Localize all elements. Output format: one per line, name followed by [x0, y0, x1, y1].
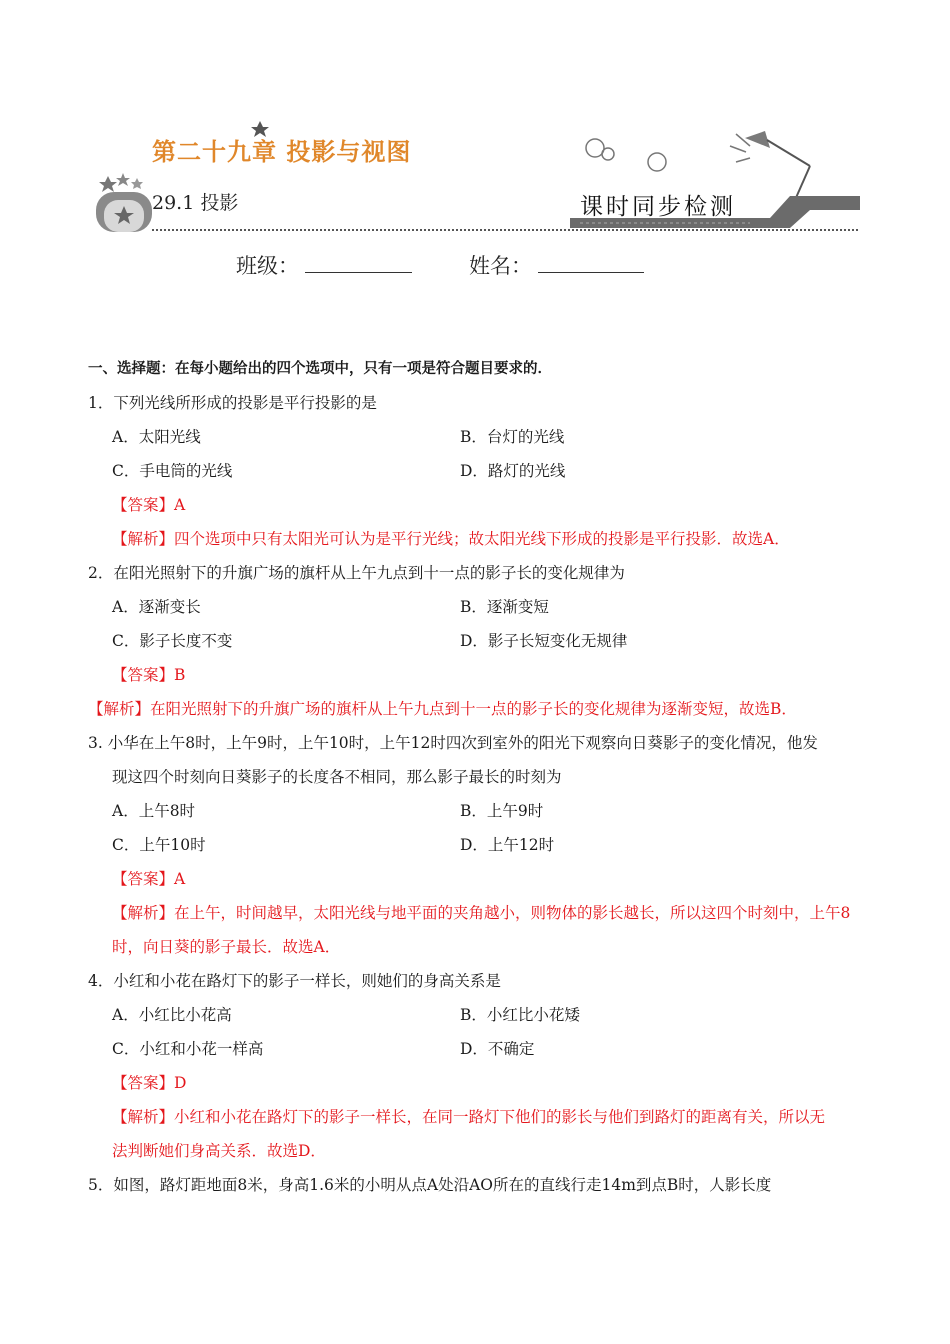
option-a: A．太阳光线	[112, 428, 201, 446]
option-b: B．台灯的光线	[460, 428, 565, 446]
option-d: D．路灯的光线	[460, 462, 566, 480]
option-row	[88, 1032, 868, 1066]
option-d: D．影子长短变化无规律	[460, 632, 628, 650]
question-2-stem: 2．在阳光照射下的升旗广场的旗杆从上午九点到十一点的影子长的变化规律为	[88, 564, 625, 582]
option-b: B．上午9时	[460, 802, 544, 820]
answer-1: 【答案】A	[112, 496, 186, 514]
option-row	[88, 454, 868, 488]
question-3-stem: 3. 小华在上午8时，上午9时，上午10时，上午12时四次到室外的阳光下观察向日葵影子的变化情况，他发	[88, 734, 818, 752]
option-b: B．逐渐变短	[460, 598, 549, 616]
chapter-title: 第二十九章 投影与视图	[152, 138, 412, 166]
class-label: 班级：	[236, 254, 299, 278]
answer-4: 【答案】D	[112, 1074, 187, 1092]
analysis-3: 【解析】在上午，时间越早，太阳光线与地平面的夹角越小，则物体的影长越长，所以这四个时刻中，上午8	[112, 904, 851, 922]
option-row	[88, 420, 868, 454]
option-a: A．上午8时	[112, 802, 196, 820]
option-a: A．小红比小花高	[112, 1006, 232, 1024]
question-1-stem: 1．下列光线所形成的投影是平行投影的是	[88, 394, 377, 412]
option-row	[88, 998, 868, 1032]
option-c: C．上午10时	[112, 836, 206, 854]
class-field[interactable]	[305, 272, 412, 273]
analysis-1: 【解析】四个选项中只有太阳光可认为是平行光线；故太阳光线下形成的投影是平行投影．故选A．	[112, 530, 790, 548]
answer-3: 【答案】A	[112, 870, 186, 888]
analysis-2: 【解析】在阳光照射下的升旗广场的旗杆从上午九点到十一点的影子长的变化规律为逐渐变短，故选B．	[88, 700, 797, 718]
sync-test-label: 课时同步检测	[580, 194, 736, 220]
section-heading: 一、选择题：在每小题给出的四个选项中，只有一项是符合题目要求的．	[88, 361, 552, 377]
question-content	[88, 352, 868, 1202]
option-d: D．不确定	[460, 1040, 535, 1058]
name-field[interactable]	[538, 272, 644, 273]
question-5-stem: 5．如图，路灯距地面8米，身高1.6米的小明从点A处沿AO所在的直线行走14m到点B时，人影长度	[88, 1176, 772, 1194]
option-c: C．小红和小花一样高	[112, 1040, 264, 1058]
page-header	[90, 118, 870, 236]
answer-2: 【答案】B	[112, 666, 186, 684]
option-a: A．逐渐变长	[112, 598, 201, 616]
option-b: B．小红比小花矮	[460, 1006, 580, 1024]
option-row	[88, 828, 868, 862]
option-row	[88, 590, 868, 624]
question-3-stem-cont: 现这四个时刻向日葵影子的长度各不相同，那么影子最长的时刻为	[112, 768, 562, 786]
option-c: C．影子长度不变	[112, 632, 233, 650]
section-title: 29.1 投影	[152, 192, 239, 214]
name-label: 姓名：	[469, 254, 532, 278]
analysis-4-cont: 法判断她们身高关系．故选D．	[112, 1142, 326, 1160]
option-row	[88, 794, 868, 828]
question-4-stem: 4．小红和小花在路灯下的影子一样长，则她们的身高关系是	[88, 972, 501, 990]
analysis-3-cont: 时，向日葵的影子最长．故选A．	[112, 938, 341, 956]
option-c: C．手电筒的光线	[112, 462, 233, 480]
analysis-4: 【解析】小红和小花在路灯下的影子一样长，在同一路灯下他们的影长与他们到路灯的距离有关，所以无	[112, 1108, 826, 1126]
option-d: D．上午12时	[460, 836, 555, 854]
option-row	[88, 624, 868, 658]
